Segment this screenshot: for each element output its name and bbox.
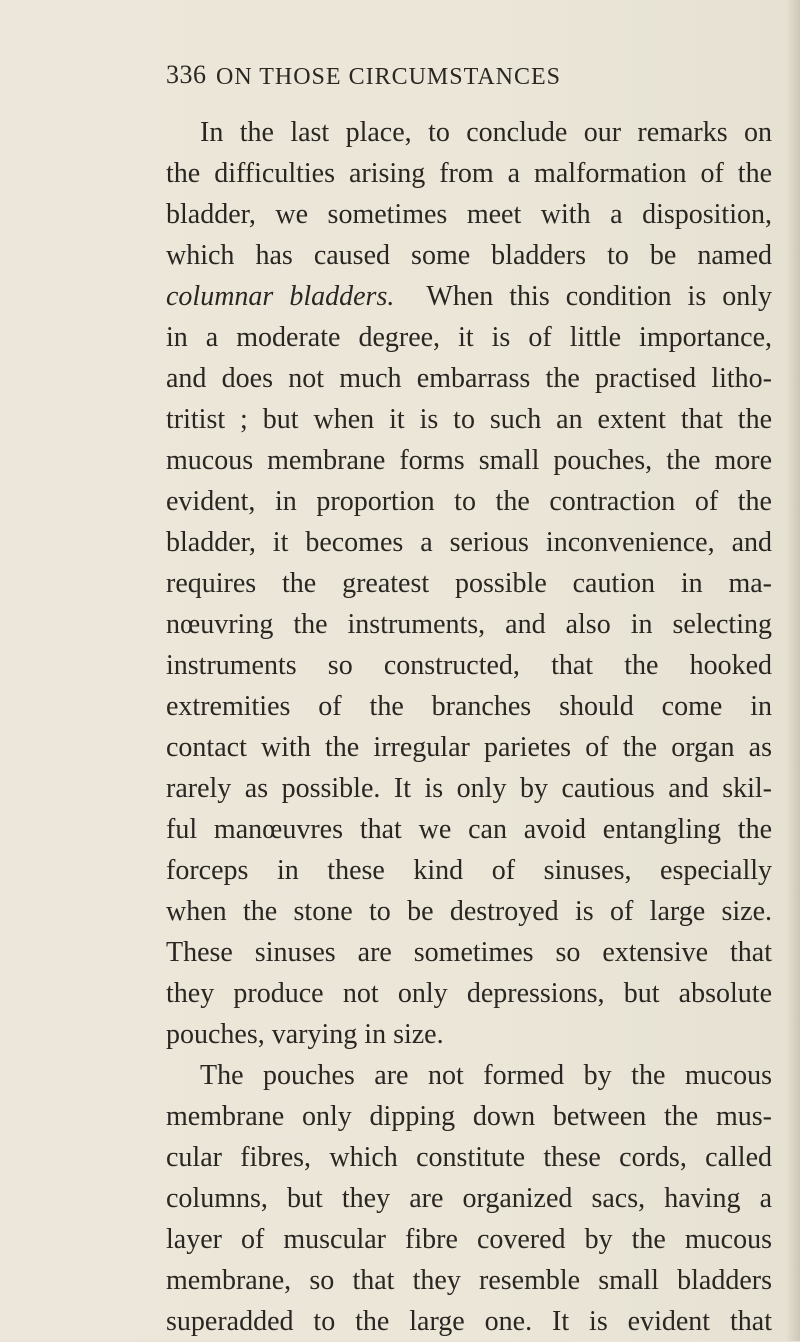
text-line: tritist ; but when it is to such an extent that the [166, 404, 772, 435]
italic-term: columnar bladders. [166, 281, 395, 312]
text-line: cular fibres, which constitute these cords, called [166, 1142, 772, 1173]
text-line: These sinuses are sometimes so extensive that [166, 937, 772, 968]
text-line: In the last place, to conclude our remarks on [200, 117, 772, 148]
text-line: ful manœuvres that we can avoid entangling the [166, 814, 772, 845]
body-text [166, 112, 772, 1342]
text-line: membrane, so that they resemble small bladders [166, 1265, 772, 1296]
running-head: ON THOSE CIRCUMSTANCES [216, 64, 562, 90]
text-line: extremities of the branches should come in [166, 691, 772, 722]
text-line: pouches, varying in size. [166, 1019, 444, 1050]
text-line: layer of muscular fibre covered by the mucous [166, 1224, 772, 1255]
text-line: the difficulties arising from a malformation of the [166, 158, 772, 189]
text-line: when the stone to be destroyed is of large size. [166, 896, 772, 927]
text-line: requires the greatest possible caution in ma- [166, 568, 772, 599]
text-line: bladder, we sometimes meet with a disposition, [166, 199, 772, 230]
text-line: The pouches are not formed by the mucous [200, 1060, 772, 1091]
text-line: contact with the irregular parietes of the organ as [166, 732, 772, 763]
page-edge-shadow [786, 0, 800, 1341]
text-line: bladder, it becomes a serious inconvenience, and [166, 527, 772, 558]
text-line: mucous membrane forms small pouches, the more [166, 445, 772, 476]
text-line: nœuvring the instruments, and also in selecting [166, 609, 772, 640]
text-segment: When this condition is only [426, 281, 773, 312]
text-line: instruments so constructed, that the hooked [166, 650, 772, 681]
text-line [166, 276, 772, 317]
text-line: rarely as possible. It is only by cautious and skil- [166, 773, 772, 804]
text-line: superadded to the large one. It is evident that [166, 1306, 772, 1337]
text-line: columns, but they are organized sacs, having a [166, 1183, 772, 1214]
text-line: and does not much embarrass the practised litho- [166, 363, 772, 394]
text-line: they produce not only depressions, but absolute [166, 978, 772, 1009]
text-line: forceps in these kind of sinuses, especially [166, 855, 772, 886]
text-line: membrane only dipping down between the mus- [166, 1101, 772, 1132]
text-line: in a moderate degree, it is of little importance, [166, 322, 772, 353]
text-line: evident, in proportion to the contraction of the [166, 486, 772, 517]
page-number: 336 [166, 60, 207, 89]
text-line: which has caused some bladders to be named [166, 240, 772, 271]
